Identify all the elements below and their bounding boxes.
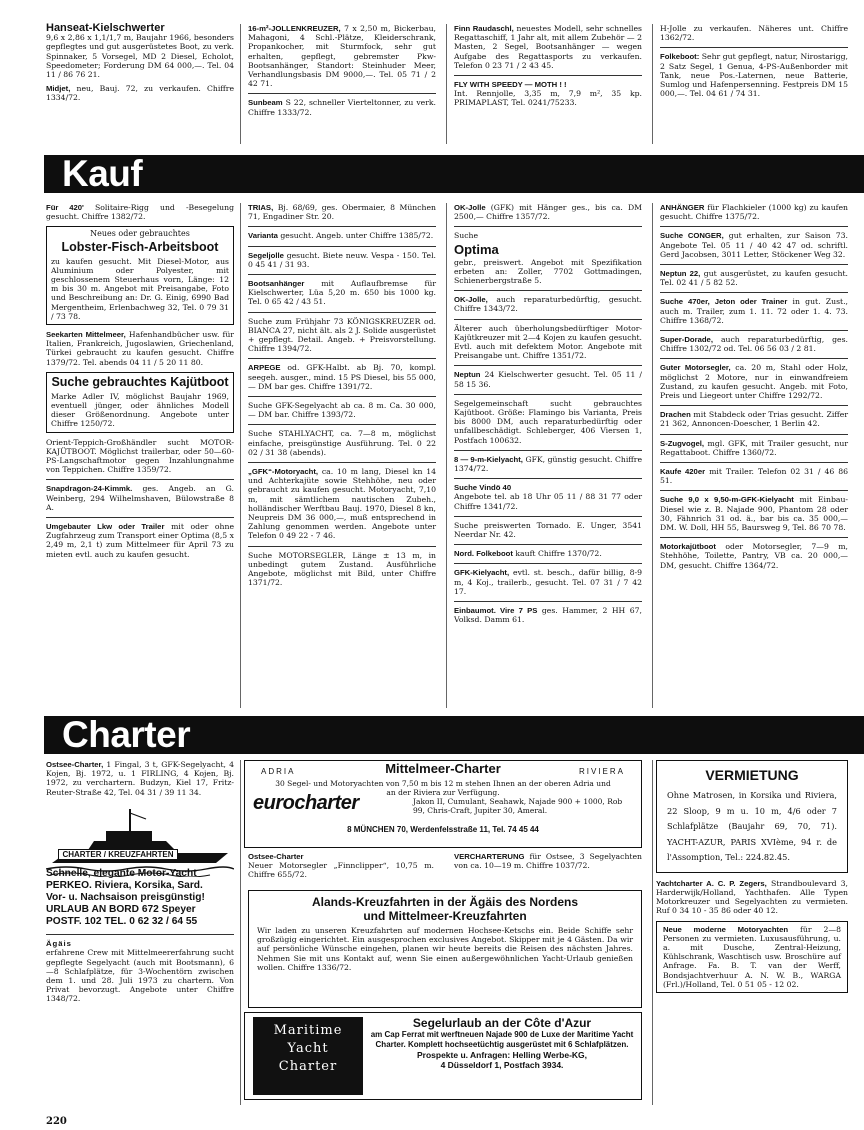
perkeo-line-1: Schnelle, elegante Motor-Yacht xyxy=(46,868,197,880)
separator xyxy=(248,396,436,397)
neue-text: für 2—8 Personen zu vermieten. Luxusausführung, u. a. mit Dusche, Zentral-Heizung, Kühlschrank, Waschtisch usw. Broschüre auf Anfrage. Fa. B. T. van der Werff, Bondsjachtverhuur A. N. W. B., WARGA (Frl.)/Holland, Tel. 0 51 05 - 12 02. xyxy=(663,924,841,989)
separator xyxy=(454,394,642,395)
separator xyxy=(248,226,436,227)
charter-col-1 xyxy=(46,760,234,1009)
kauf-col-2 xyxy=(248,203,436,593)
kauf-col-3 xyxy=(454,203,642,630)
perkeo-line-3: Vor- u. Nachsaison preisgünstig! xyxy=(46,892,205,904)
ad-super-dorade: Super-Dorade, auch reparaturbedürftig, ges. Chiffre 1302/72 od. Tel. 06 56 03 / 2 81. xyxy=(660,335,848,354)
ad-470er: Suche 470er, Jeton oder Trainer in gut. Zust., auch m. Trailer, zum 1. 11. 72 oder 1. 4. 73. Chiffre 1368/72. xyxy=(660,297,848,325)
eurocharter-riviera: RIVIERA xyxy=(578,767,625,776)
ad-lkw: Umgebauter Lkw oder Trailer mit oder ohne Zugfahrzeug zum Transport einer Optima (8,5 x 2,49 m, 2,1 t) zum Mittelmeer für April 73 zu mieten evtl. auch zu kaufen gesucht. xyxy=(46,522,234,559)
separator xyxy=(660,226,848,227)
ad-nord-folkeboot: Nord. Folkeboot kauft Chiffre 1370/72. xyxy=(454,549,602,559)
separator xyxy=(660,490,848,491)
ad-gfk-kielyacht-9m: Suche 9,0 x 9,50-m-GFK-Kielyacht mit Einbau-Diesel wie z. B. Najade 900, Phantom 28 oder 30, Fähnrich 31 od. ä., bar bis ca. 35 000,— DM. W. Doll, HH 55, Baursweg 9, Tel. 86 70 78. xyxy=(660,495,848,533)
separator xyxy=(248,274,436,275)
ad-neptun22: Neptun 22, gut ausgerüstet, zu kaufen gesucht. Tel. 02 41 / 5 82 52. xyxy=(660,269,848,288)
separator xyxy=(660,47,848,48)
ad-hjolle: H-Jolle zu verkaufen. Näheres unt. Chiffre 1362/72. xyxy=(660,24,848,43)
ad-box-maritime xyxy=(244,1012,642,1100)
eurocharter-adria: ADRIA xyxy=(261,767,296,776)
ad-jollenkreuzer: 16-m²-JOLLENKREUZER, 7 x 2,50 m, Bickerbau, Mahagoni, 4 Schl.-Plätze, Kleiderschrank, Propankocher, mit Sturmfock, sehr gut erhalten, gepflegt, gebremster Pkw-Bootsanhänger, Standort: Steinhuder Meer, Verhandlungsbasis DM 9000,—. Tel. 05 71 / 2 42 71. xyxy=(248,24,436,89)
motor-yacht-illustration xyxy=(46,805,234,877)
ad-box-neue-motoryachten xyxy=(656,921,848,993)
ad-moth: FLY WITH SPEEDY — MOTH ! ! Int. Rennjolle, 3,35 m, 7,9 m², 35 kp. PRIMAPLAST, Tel. 0241/75233. xyxy=(454,80,642,108)
maritime-contact-2: 4 Düsseldorf 1, Postfach 3934. xyxy=(440,1060,564,1071)
page-number: 220 xyxy=(46,1116,67,1127)
charter-col-4 xyxy=(656,760,848,993)
ad-box-alands xyxy=(248,890,642,1008)
ad-perkeo xyxy=(46,805,234,928)
kajut-text: Marke Adler IV, möglichst Baujahr 1969, eventuell jünger, oder ähnliches Modell dieser Größenordnung. Angebote unter Chiffre 1250/72. xyxy=(51,391,229,429)
ad-kielyacht: 8 — 9-m-Kielyacht, GFK, günstig gesucht. Chiffre 1374/72. xyxy=(454,454,642,474)
divider xyxy=(446,203,447,708)
ad-seekarten: Seekarten Mittelmeer, Hafenhandbücher usw. für Italien, Frankreich, Jugoslawien, Griechenland, Türkei gebraucht zu kaufen gesucht. Chiffre 1379/72. Tel. abends 04 11 / 5 20 11 80. xyxy=(46,330,234,367)
separator xyxy=(454,290,642,291)
ad-ostsee-charter-2 xyxy=(248,852,434,885)
ad-box-kajutboot xyxy=(46,372,234,433)
optima-heading: Optima xyxy=(454,241,499,257)
separator xyxy=(46,517,234,518)
top-col-1 xyxy=(46,24,234,108)
maritime-logo-3: Charter xyxy=(278,1059,338,1074)
eurocharter-body xyxy=(251,792,635,825)
maritime-content xyxy=(369,1016,635,1070)
divider xyxy=(446,24,447,144)
ad-vindoe: Suche Vindö 40 Angebote tel. ab 18 Uhr 05 11 / 88 31 77 oder Chiffre 1341/72. xyxy=(454,483,642,511)
divider xyxy=(652,760,653,1105)
ad-tornado: Suche preiswerten Tornado. E. Unger, 3541 Neerdar Nr. 42. xyxy=(454,520,642,540)
separator xyxy=(248,358,436,359)
ad-sunbeam: Sunbeam S 22, schneller Vierteltonner, zu verk. Chiffre 1333/72. xyxy=(248,98,436,117)
ad-guter-motorsegler: Guter Motorsegler, ca. 20 m, Stahl oder Holz, möglichst 2 Motore, nur in einwandfreiem Zustand, zu kaufen gesucht. Angeb. mit Foto, Preis und Liegeort unter Chiffre 1292/72. xyxy=(660,363,848,401)
kauf-col-1 xyxy=(46,203,234,564)
ad-finn: Finn Raudaschl, neuestes Modell, sehr schnelles Regattaschiff, 1 Jahr alt, mit allem Zubehör — 2 Masten, 2 Segel, Bootsanhänger — wegen Aufgabe des Regattasports zu verkaufen. Telefon 0 23 71 / 2 43 45. xyxy=(454,24,642,70)
ad-folkeboot: Folkeboot: Sehr gut gepflegt, natur, Nirostarigg, 2 Satz Segel, 1 Genua, 4-PS-Außenborder mit Tank, neue Pos.-Laternen, neue Batterie, Sumlog und Hafenpersenning. Festpreis DM 15 000,—. Tel. 04 61 / 74 31. xyxy=(660,52,848,99)
ad-einbaumotor: Einbaumot. Vire 7 PS ges. Hammer, 2 HH 67, Volksd. Damm 61. xyxy=(454,606,642,625)
ad-drachen: Drachen mit Stabdeck oder Trias gesucht. Ziffer 21 362, Annoncen-Doescher, 1 Berlin 42. xyxy=(660,410,848,429)
separator xyxy=(660,462,848,463)
ad-ok-jolle: OK-Jolle (GFK) mit Hänger ges., bis ca. DM 2500,— Chiffre 1357/72. xyxy=(454,203,642,222)
separator xyxy=(454,478,642,479)
ad-ostsee-charter: Ostsee-Charter, 1 Fingal, 3 t, GFK-Segelyacht, 4 Kojen, Bj. 1972, u. 1 FIRLING, 4 Kojen, Bj. 1972, zu verchartern. Budzyn, Kiel 17, Fritz-Reuter-Straße 42, Tel. 04 31 / 39 11 34. xyxy=(46,760,234,797)
divider xyxy=(652,203,653,708)
top-col-3 xyxy=(454,24,642,113)
ad-anhaenger: ANHÄNGER für Flachkieler (1000 kg) zu kaufen gesucht. Chiffre 1375/72. xyxy=(660,203,848,222)
lobster-small-heading: Neues oder gebrauchtes xyxy=(90,229,190,239)
vermietung-text: Ohne Matrosen, in Korsika und Riviera, 22 Sloop, 9 m u. 10 m, 4/6 oder 7 Schlafplätze (Baujahr 69, 70, 71). YACHT-AZUR, PARIS XVIème, 94 r. de l'Assomption, Tel.: 224.82.45. xyxy=(667,790,837,863)
ad-s-zugvogel: S-Zugvogel, mgl. GFK, mit Trailer gesucht, nur Regattaboot. Chiffre 1360/72. xyxy=(660,438,848,457)
perkeo-line-4: URLAUB AN BORD 672 Speyer xyxy=(46,904,196,916)
ad-snapdragon: Snapdragon-24-Kimmk. ges. Angeb. an G. Weinberg, 294 Wilhelmshaven, Bülowstraße 8 A. xyxy=(46,484,234,512)
ad-box-eurocharter xyxy=(244,760,642,848)
top-col-4 xyxy=(660,24,848,103)
ad-bootsanhaenger: Bootsanhänger mit Auflaufbremse für Kielschwerter, Lüa 5,20 m. 650 bis 1000 kg. Tel. 0 65 42 / 43 51. xyxy=(248,279,436,307)
ad-kaufe-420er: Kaufe 420er mit Trailer. Telefon 02 31 / 46 86 51. xyxy=(660,467,848,486)
ad-motorkajuetboot: Motorkajütboot oder Motorsegler, 7—9 m, Stehhöhe, Toilette, Pantry, VB ca. 20 000,— DM, gesucht. Chiffre 1364/72. xyxy=(660,542,848,570)
divider xyxy=(240,24,241,144)
ad-motorsegler: Suche MOTORSEGLER, Länge ± 13 m, in unbedingt gutem Zustand. Ausführliche Angebote, möglichst mit Bild, unter Chiffre 1371/72. xyxy=(248,550,436,588)
optima-small-heading: Suche xyxy=(454,231,479,241)
kauf-col-4 xyxy=(660,203,848,575)
eurocharter-title: Mittelmeer-Charter xyxy=(385,761,501,776)
lobster-text: zu kaufen gesucht. Mit Diesel-Motor, aus Aluminium oder Polyester, mit geschlossenem Steuerhaus vorn, Länge: 12 m bis 30 m. Angebot mit Preisangabe, Foto und Beschreibung an: Dr. G. Einig, 6990 Bad Mergentheim, Erlenbachweg 32, Tel. 0 79 31 / 73 78. xyxy=(51,256,229,321)
ad-segelgemeinschaft: Segelgemeinschaft sucht gebrauchtes Kajütboot. Größe: Flamingo bis Varianta, Preis bis 8000 DM, auch reparaturbedürftig oder unfallbeschädigt. Schleberger, 406 Viersen 1, Postfach 100632. xyxy=(454,398,642,445)
maritime-logo-1: Maritime xyxy=(273,1023,343,1038)
maritime-text: am Cap Ferrat mit werftneuen Najade 900 de Luxe der Maritime Yacht Charter. Komplett hochseetüchtig ausgerüstet mit 6 Schlafplätzen. xyxy=(370,1030,634,1049)
ad-arpege: ARPEGE od. GFK-Halbt. ab Bj. 70, kompl. seegeh. ausger., mind. 15 PS Diesel, bis 55 000,— DM bar ges. Chiffre 1391/72. xyxy=(248,363,436,391)
separator xyxy=(660,292,848,293)
perkeo-line-2: PERKEO. Riviera, Korsika, Sard. xyxy=(46,880,203,892)
separator xyxy=(46,934,234,935)
divider xyxy=(652,24,653,144)
top-col-2 xyxy=(248,24,436,122)
ad-neptun24: Neptun 24 Kielschwerter gesucht. Tel. 05 11 / 58 15 36. xyxy=(454,370,643,389)
ad-gfk-segelyacht: Suche GFK-Segelyacht ab ca. 8 m. Ca. 30 000,— DM bar. Chiffre 1393/72. xyxy=(248,401,436,420)
separator xyxy=(454,516,642,517)
ad-varianta: Varianta gesucht. Angeb. unter Chiffre 1385/72. xyxy=(248,231,434,241)
separator xyxy=(454,544,642,545)
ad-conger: Suche CONGER, gut erhalten, zur Saison 73. Angebote Tel. 05 11 / 40 42 47 od. schriftl. Gerd Jacobsen, 3011 Letter, Stöckener Weg 32. xyxy=(660,231,848,259)
eurocharter-sub: 30 Segel- und Motoryachten von 7,50 m bis 12 m stehen Ihnen an der oberen Adria und an der Riviera zur Verfügung. xyxy=(275,779,611,797)
ad-stahlyacht: Suche STAHLYACHT, ca. 7—8 m, möglichst einfache, preisgünstige Ausführung. Tel. 0 22 02 / 31 38 (abends). xyxy=(248,429,436,457)
eurocharter-logo: eurocharter xyxy=(253,792,359,814)
maritime-contact-1: Prospekte u. Anfragen: Helling Werbe-KG, xyxy=(416,1050,588,1061)
section-banner-charter: Charter xyxy=(44,716,864,754)
maritime-title: Segelurlaub an der Côte d'Azur xyxy=(412,1016,592,1030)
ad-koenigskreuzer: Suche zum Frühjahr 73 KÖNIGSKREUZER od. BIANCA 27, nicht ält. als 2 J. Solide ausgerüstet + gepflegt. Detail. Angeb. + Preisvorstellung. Chiffre 1394/72. xyxy=(248,316,436,354)
divider xyxy=(240,203,241,708)
separator xyxy=(454,319,642,320)
alands-title-2: und Mittelmeer-Kreuzfahrten xyxy=(363,909,527,923)
kajut-heading: Suche gebrauchtes Kajütboot xyxy=(51,374,229,389)
ad-420: Für 420' Solitaire-Rigg und -Besegelung gesucht. Chiffre 1382/72. xyxy=(46,203,234,222)
separator xyxy=(46,479,234,480)
alands-title-1: Alands-Kreuzfahrten in der Ägäis des Nordens xyxy=(311,895,579,909)
ad-motor-kajuetkreuzer: Älterer auch überholungsbedürftiger Motor-Kajütkreuzer mit 2—4 Kojen zu kaufen gesucht. Evtl. auch mit defektem Motor. Angebote mit Preisangabe unt. Chiffre 1351/72. xyxy=(454,323,642,361)
eurocharter-address: 8 MÜNCHEN 70, Werdenfelsstraße 11, Tel. 74 45 44 xyxy=(347,825,539,834)
ad-optima xyxy=(454,231,642,285)
maritime-logo xyxy=(253,1017,363,1095)
separator xyxy=(454,450,642,451)
ad-gfk-kielyacht: GFK-Kielyacht, evtl. st. besch., dafür billig, 8-9 m, 4 Koj., trailerb., gesucht. Tel. 07 31 / 7 42 17. xyxy=(454,568,642,596)
separator xyxy=(248,312,436,313)
ad-midjet: Midjet, neu, Bauj. 72, zu verkaufen. Chiffre 1334/72. xyxy=(46,84,234,103)
separator xyxy=(660,330,848,331)
separator xyxy=(454,563,642,564)
divider xyxy=(240,760,241,1105)
alands-text: Wir laden zu unseren Kreuzfahrten auf modernen Hochsee-Ketschs ein. Beide Schiffe sehr großzügig eingerichtet. Ein ausgesprochen exclusives Angebot. Skipper mit je 4 Gästen. Da wir auf persönliche Wünsche eingehen, planen wir heute bereits die Reisen des nächsten Jahres. Nehmen Sie mit uns Kontakt auf, wenn Sie einen außergewöhnlichen Yacht-Urlaub genießen wollen. Chiffre 1336/72. xyxy=(257,926,633,972)
perkeo-banner: CHARTER / KREUZFAHRTEN xyxy=(58,849,178,860)
separator xyxy=(454,601,642,602)
ad-segeljolle: Segeljolle gesucht. Biete neuw. Vespa - 150. Tel. 0 45 41 / 31 93. xyxy=(248,250,436,269)
separator xyxy=(248,462,436,463)
separator xyxy=(454,365,642,366)
ad-zegers: Yachtcharter A. C. P. Zegers, Strandboulevard 3, Harderwijk/Holland, Yachthafen. Alle Typen Motorkreuzer und Segelyachten zu vermieten. Ruf 0 34 10 - 35 86 oder 40 12. xyxy=(656,878,849,916)
eurocharter-title-row xyxy=(251,761,635,779)
separator xyxy=(660,434,848,435)
separator xyxy=(660,537,848,538)
perkeo-line-5: POSTF. 102 TEL. 0 62 32 / 64 55 xyxy=(46,916,198,928)
ad-ok-jolle-2: OK-Jolle, auch reparaturbedürftig, gesucht. Chiffre 1343/72. xyxy=(454,295,642,314)
ostsee-charter-2-text: Ostsee-Charter Neuer Motorsegler „Finnclipper“, 10,75 m. Chiffre 655/72. xyxy=(248,852,434,880)
ad-trias: TRIAS, Bj. 68/69, ges. Obermaier, 8 München 71, Engadiner Str. 20. xyxy=(248,203,436,222)
vermietung-title: VERMIETUNG xyxy=(705,767,799,783)
separator xyxy=(454,226,642,227)
lobster-heading: Lobster-Fisch-Arbeitsboot xyxy=(61,239,219,254)
separator xyxy=(454,75,642,76)
maritime-logo-2: Yacht xyxy=(287,1041,329,1056)
separator xyxy=(660,358,848,359)
vercharterung-text: VERCHARTERUNG für Ostsee, 3 Segelyachten von ca. 10—19 m. Chiffre 1037/72. xyxy=(454,852,642,871)
ad-box-lobster xyxy=(46,226,234,325)
ad-hanseat: Hanseat-Kielschwerter 9,6 x 2,86 x 1,1/1,7 m, Baujahr 1966, besonders gepflegtes und gut ausgerüstetes Boot, zu verk. Spinnaker, 5 Vorsegel, MD 2 Diesel, Echolot, Speedometer; Forderung DM 64 000,—. Tel. 04 11 / 86 76 21. xyxy=(46,22,234,80)
separator xyxy=(248,246,436,247)
separator xyxy=(248,424,436,425)
ad-teppich: Orient-Teppich-Großhändler sucht MOTOR-KAJÜTBOOT. Möglichst trailerbar, oder 50—60-PS-Langschaftmotor gegen Inzahlungnahme von Teppichen. Chiffre 1359/72. xyxy=(46,437,234,475)
ad-aegaeis: Ägäis erfahrene Crew mit Mittelmeererfahrung sucht gepflegte Segelyacht (auch mit Bootsmann), 6—8 Schlafplätze, für 3-Wochentörn zwischen dem 1. und 28. Juli 1973 zu chartern. Von Privat bevorzugt. Angebote unter Chiffre 1348/72. xyxy=(46,939,234,1004)
separator xyxy=(248,93,436,94)
ad-vercharterung xyxy=(454,852,642,875)
separator xyxy=(248,546,436,547)
ad-box-vermietung xyxy=(656,760,848,873)
section-banner-kauf: Kauf xyxy=(44,155,864,193)
neue-heading: Neue moderne Motoryachten xyxy=(663,924,789,934)
ad-gfk-motoryacht: „GFK“-Motoryacht, ca. 10 m lang, Diesel kn 14 und Achterkajüte sowie Stehhöhe, neu oder gebraucht zu kaufen gesucht. Motoryacht, 7,10 m, mit sämtlichem nautischen Zubeh., holländischer Werftbau Bauj. 1970, Diesel 8 kn, Neupreis DM 36 000,—, muß entsprechend in Zahlung genommen werden. Angebote unter Telefon 0 49 22 - 7 46. xyxy=(248,467,436,541)
separator xyxy=(660,405,848,406)
separator xyxy=(660,264,848,265)
eurocharter-boats: Jakon II, Cumulant, Seahawk, Najade 900 + 1000, Rob 99, Chris-Craft, Jupiter 30, Ameral. xyxy=(413,797,623,815)
optima-text: gebr., preiswert. Angebot mit Spezifikation erbeten an: Zoller, 7702 Gottmadingen, Schienerbergstraße 5. xyxy=(454,257,642,286)
